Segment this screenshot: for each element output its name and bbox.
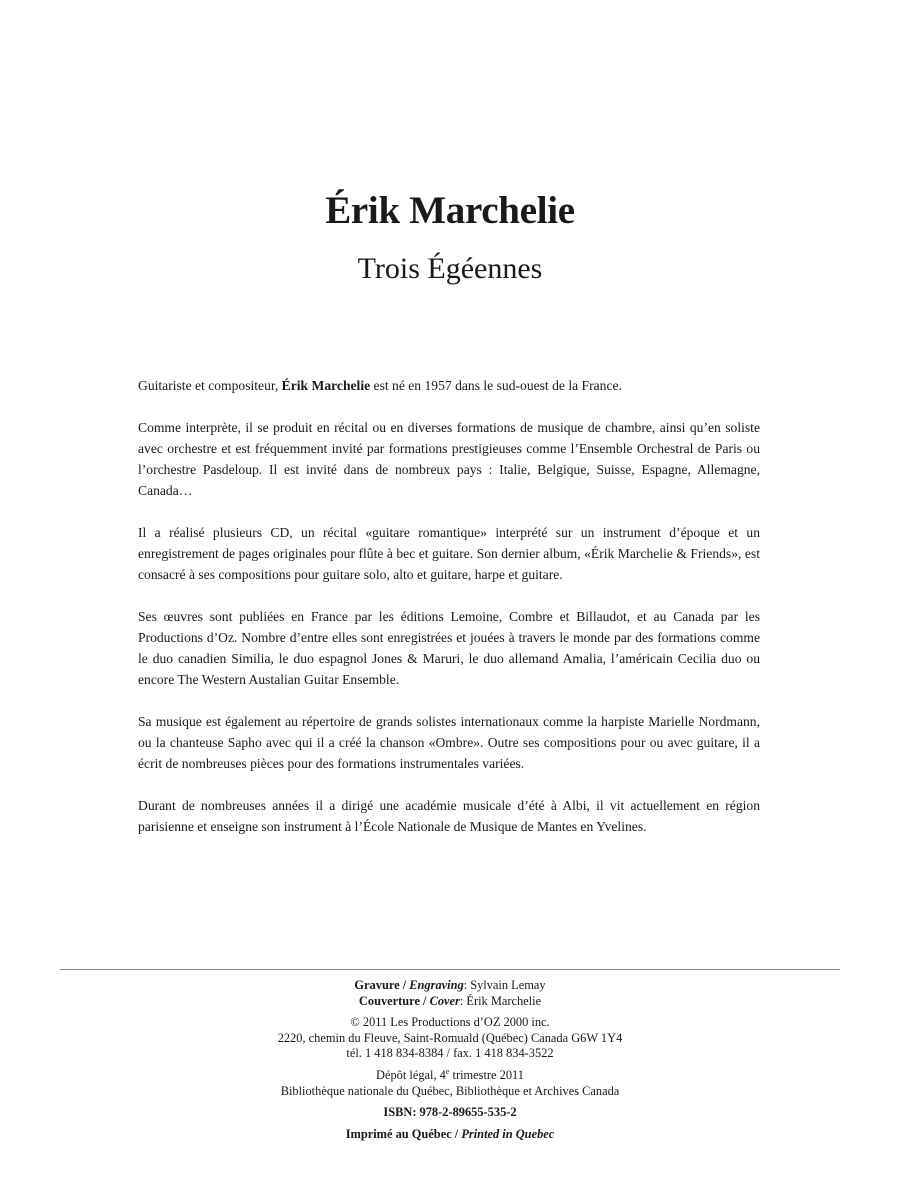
- printed-en: Printed in Quebec: [461, 1126, 555, 1141]
- engraving-credit: [0, 978, 900, 994]
- legal-deposit-sup: e: [445, 1066, 450, 1076]
- bio-paragraph-1: [138, 375, 760, 396]
- bio-paragraph-4: Ses œuvres sont publiées en France par les éditions Lemoine, Combre et Billaudot, et au Canada par les Productions d’Oz. Nombre d’entre elles sont enregistrées et jouées à travers le monde par des formations comme le duo canadien Similia, le duo espagnol Jones & Maruri, le duo allemand Amalia, l’américain Cecilia duo ou encore The Western Austalian Guitar Ensemble.: [138, 609, 760, 687]
- isbn: ISBN: 978-2-89655-535-2: [383, 1105, 517, 1120]
- legal-deposit-quarter: trimestre 2011: [449, 1067, 524, 1082]
- cover-credit: [0, 994, 900, 1010]
- printed-fr: Imprimé au Québec /: [345, 1126, 462, 1141]
- printed-line: [0, 1127, 900, 1143]
- bio-composer-name: Érik Marchelie: [281, 378, 371, 393]
- cover-label-en: Cover: [429, 993, 460, 1008]
- credits: [0, 978, 900, 1142]
- engraver-name: : Sylvain Lemay: [463, 978, 546, 992]
- composer-name: Érik Marchelie: [325, 189, 575, 232]
- bio-paragraph-3: Il a réalisé plusieurs CD, un récital «guitare romantique» interprété sur un instrument d’époque et un enregistrement de pages originales pour flûte à bec et guitare. Son dernier album, «Érik Marchelie & Friends», est consacré à ses compositions pour guitare solo, alto et guitare, harpe et guitare.: [138, 525, 760, 582]
- legal-deposit-line: [0, 1068, 900, 1084]
- work-title: Trois Égéennes: [357, 252, 543, 285]
- bio-paragraph-6: Durant de nombreuses années il a dirigé une académie musicale d’été à Albi, il vit actuellement en région parisienne et enseigne son instrument à l’École Nationale de Musique de Mantes en Yvelines.: [138, 798, 760, 834]
- bio-paragraph-2: Comme interprète, il se produit en récital ou en diverses formations de musique de chambre, ainsi qu’en soliste avec orchestre et est fréquemment invité par formations prestigieuses comme l’Ensemble Orchestral de Paris ou l’orchestre Pasdeloup. Il est invité dans de nombreux pays : Italie, Belgique, Suisse, Espagne, Allemagne, Canada…: [138, 420, 760, 498]
- address-line: 2220, chemin du Fleuve, Saint-Romuald (Québec) Canada G6W 1Y4: [277, 1030, 623, 1045]
- copyright-line: © 2011 Les Productions d’OZ 2000 inc.: [350, 1015, 550, 1030]
- engraving-label: Gravure /: [354, 978, 410, 992]
- isbn-line: [0, 1105, 900, 1121]
- biography: [138, 375, 760, 858]
- legal-deposit-text: Dépôt légal, 4: [376, 1067, 446, 1082]
- libraries-line: Bibliothèque nationale du Québec, Bibliothèque et Archives Canada: [280, 1083, 620, 1098]
- cover-designer-name: : Érik Marchelie: [459, 993, 542, 1008]
- divider: [60, 969, 840, 970]
- phone-line: tél. 1 418 834-8384 / fax. 1 418 834-3522: [346, 1046, 554, 1061]
- bio-intro-text: Guitariste et compositeur,: [138, 378, 282, 393]
- bio-paragraph-5: Sa musique est également au répertoire de grands solistes internationaux comme la harpiste Marielle Nordmann, ou la chanteuse Sapho avec qui il a créé la chanson «Ombre». Outre ses compositions pour ou avec guitare, il a écrit de nombreuses pièces pour des formations instrumentales variées.: [138, 714, 760, 771]
- cover-label: Couverture /: [358, 993, 430, 1008]
- bio-birth-text: est né en 1957 dans le sud-ouest de la France.: [370, 378, 622, 393]
- engraving-label-en: Engraving: [409, 978, 464, 992]
